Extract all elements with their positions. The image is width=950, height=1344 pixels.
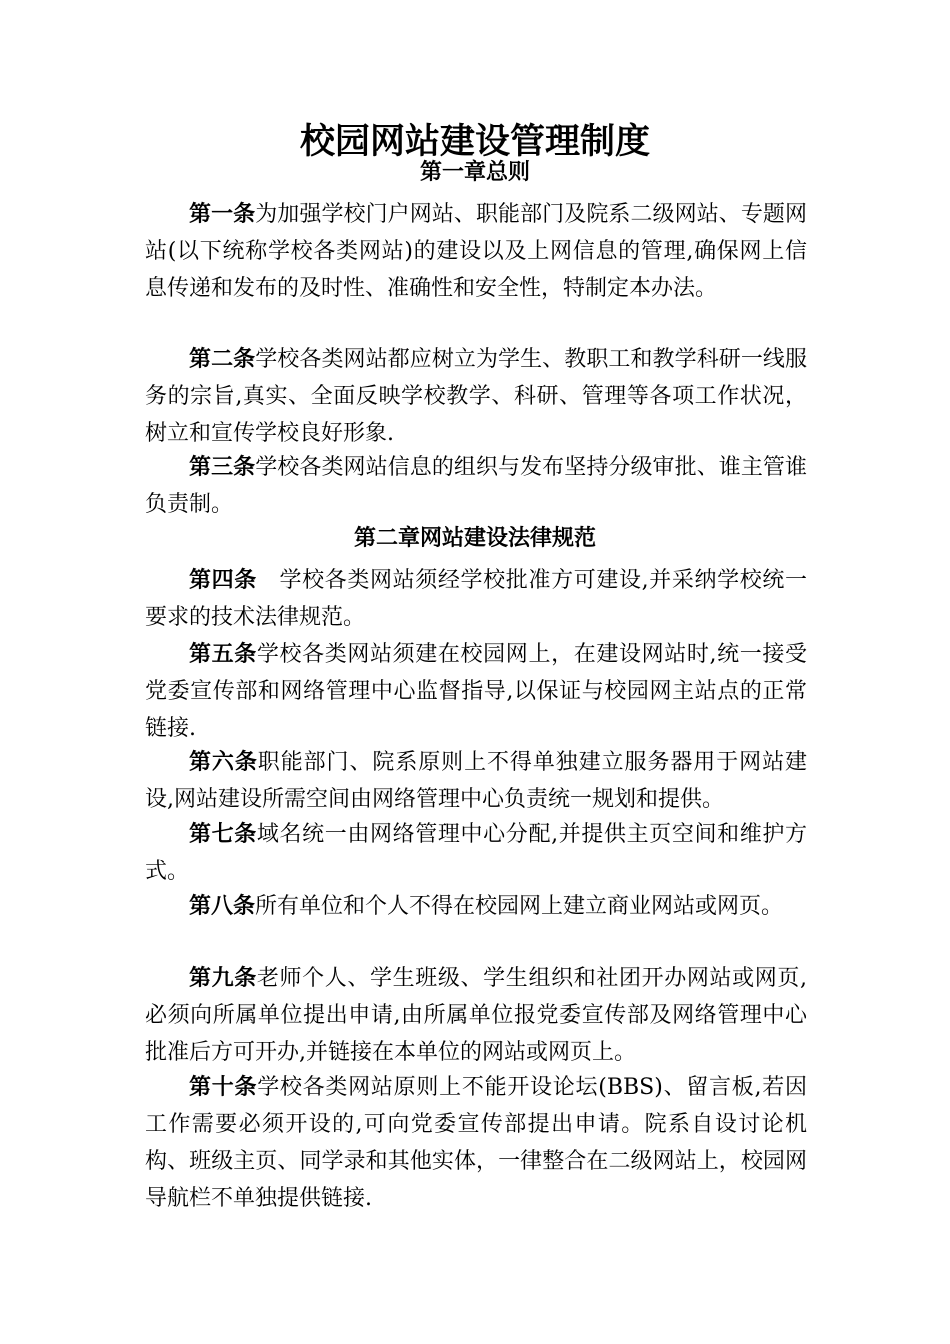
article-label: 第六条: [189, 749, 258, 775]
article-text: 职能部门、院系原则上不得单独建立服务器用于网站建设,网站建设所需空间由网络管理中心负责统一规划和提供。: [145, 750, 807, 812]
article-label: 第二条: [189, 346, 256, 372]
article-text: 学校各类网站信息的组织与发布坚持分级审批、谁主管谁负责制。: [145, 455, 807, 517]
article-label: 第十条: [189, 1074, 258, 1100]
article-text: 域名统一由网络管理中心分配,并提供主页空间和维护方式。: [145, 822, 807, 884]
article-paragraph: [145, 960, 807, 1071]
article-label: 第八条: [189, 893, 256, 919]
article-paragraph: [145, 196, 807, 307]
article-text: 学校各类网站须经学校批准方可建设,并采纳学校统一要求的技术法律规范。: [145, 568, 807, 630]
article-text: 所有单位和个人不得在校园网上建立商业网站或网页。: [255, 894, 784, 919]
article-text: 老师个人、学生班级、学生组织和社团开办网站或网页,必须向所属单位提出申请,由所属单位报党委宣传部及网络管理中心批准后方可开办,并链接在本单位的网站或网页上。: [145, 966, 807, 1065]
article-paragraph: [145, 636, 807, 747]
article-label: 第九条: [189, 965, 257, 991]
article-paragraph: [145, 449, 807, 523]
article-label: 第三条: [189, 454, 256, 480]
article-paragraph: [145, 816, 807, 890]
article-label: 第五条: [189, 641, 257, 667]
article-label: 第四条: [189, 567, 257, 593]
article-label: 第七条: [189, 821, 257, 847]
chapter-heading: 第二章网站建设法律规范: [353, 525, 596, 551]
article-paragraph: [145, 341, 807, 452]
article-paragraph: [145, 744, 807, 818]
article-label: 第一条: [189, 201, 256, 227]
article-paragraph: [145, 1069, 807, 1217]
article-paragraph: [145, 562, 807, 636]
article-text: 学校各类网站须建在校园网上，在建设网站时,统一接受党委宣传部和网络管理中心监督指导,以保证与校园网主站点的正常链接.: [145, 642, 807, 741]
article-text: 学校各类网站都应树立为学生、教职工和教学科研一线服务的宗旨,真实、全面反映学校教学、科研、管理等各项工作状况，树立和宣传学校良好形象.: [145, 347, 807, 446]
document-title: 校园网站建设管理制度: [299, 122, 650, 162]
chapter-heading: 第一章总则: [419, 159, 530, 185]
article-text: 学校各类网站原则上不能开设论坛(BBS)、留言板,若因工作需要必须开设的,可向党委宣传部提出申请。院系自设讨论机构、班级主页、同学录和其他实体，一律整合在二级网站上，校园网导航栏不单独提供链接.: [145, 1075, 807, 1211]
article-paragraph: [145, 888, 807, 925]
article-text: 为加强学校门户网站、职能部门及院系二级网站、专题网站(以下统称学校各类网站)的建设以及上网信息的管理,确保网上信息传递和发布的及时性、准确性和安全性，特制定本办法。: [145, 202, 807, 301]
